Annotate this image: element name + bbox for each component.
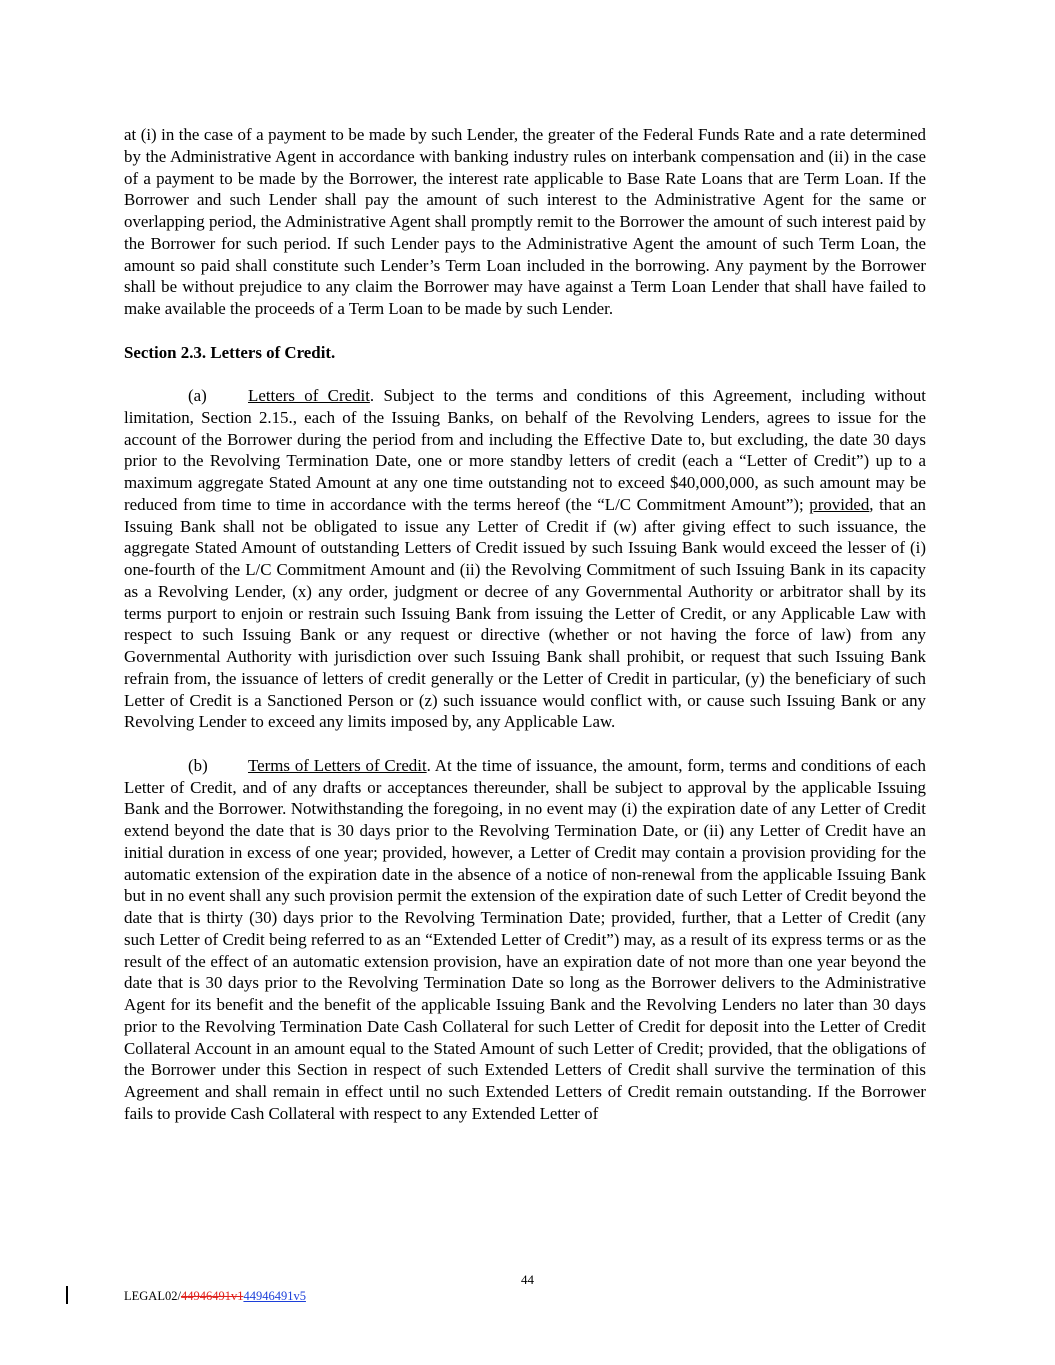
document-id-footer [124,1289,306,1304]
paragraph-b-text: . At the time of issuance, the amount, form, terms and conditions of each Letter of Credit, and of any drafts or acceptances thereunder, shall be subject to approval by the applicable Issuing Bank and the Borrower. Notwithstanding the foregoing, in no event may (i) the expiration date of any Letter of Credit extend beyond the date that is 30 days prior to the Revolving Termination Date, or (ii) any Letter of Credit have an initial duration in excess of one year; provided, however, a Letter of Credit may contain a provision providing for the automatic extension of the expiration date in the absence of a notice of non-renewal from the applicable Issuing Bank but in no event shall any such provision permit the extension of the expiration date of such Letter of Credit beyond the date that is thirty (30) days prior to the Revolving Termination Date; provided, further, that a Letter of Credit (any such Letter of Credit being referred to as an “Extended Letter of Credit”) may, as a result of its express terms or as the result of the effect of an automatic extension provision, have an expiration date of not more than one year beyond the date that is 30 days prior to the Revolving Termination Date so long as the Borrower delivers to the Administrative Agent for its benefit and the benefit of the applicable Issuing Bank and the Revolving Lenders no later than 30 days prior to the Revolving Termination Date Cash Collateral for such Letter of Credit for deposit into the Letter of Credit Collateral Account in an amount equal to the Stated Amount of such Letter of Credit; provided, that the obligations of the Borrower under this Section in respect of such Extended Letters of Credit shall survive the termination of this Agreement and shall remain in effect until no such Extended Letters of Credit remain outstanding. If the Borrower fails to provide Cash Collateral with respect to any Extended Letter of [124,755,926,1123]
paragraph-a-label: (a) [188,386,207,405]
page-number: 44 [521,1272,534,1287]
paragraph-a-text-1: . Subject to the terms and conditions of this Agreement, including without limitation, Section 2.15., each of the Issuing Banks, on behalf of the Revolving Lenders, agrees to issue for the account of the Borrower during the period from and including the Effective Date to, but excluding, the date 30 days prior to the Revolving Termination Date, one or more standby letters of credit (each a “Letter of Credit”) up to a maximum aggregate Stated Amount at any one time outstanding not to exceed $40,000,000, as such amount may be reduced from time to time in accordance with the terms hereof (the “L/C Commitment Amount”); [124,386,926,514]
inserted-document-id: 44946491v5 [243,1289,306,1303]
paragraph-b-title: Terms of Letters of Credit [248,755,427,775]
paragraph-a-title: Letters of Credit [248,386,370,405]
paragraph-a-provided: provided [809,494,870,514]
paragraph-b [124,755,926,1125]
section-heading: Section 2.3. Letters of Credit. [124,342,336,362]
document-body [124,124,926,1146]
revision-change-bar [66,1286,68,1304]
continued-paragraph: at (i) in the case of a payment to be made by such Lender, the greater of the Federal Funds Rate and a rate determined by the Administrative Agent in accordance with banking industry rules on interbank compensation and (ii) in the case of a payment to be made by the Borrower, the interest rate applicable to Base Rate Loans that are Term Loan. If the Borrower and such Lender shall pay the amount of such interest to the Administrative Agent for the same or overlapping period, the Administrative Agent shall promptly remit to the Borrower the amount of such interest paid by the Borrower for such period. If such Lender pays to the Administrative Agent the amount of such Term Loan, the amount so paid shall constitute such Lender’s Term Loan included in the borrowing. Any payment by the Borrower shall be without prejudice to any claim the Borrower may have against a Term Loan Lender that shall have failed to make available the proceeds of a Term Loan to be made by such Lender. [124,125,926,318]
paragraph-b-label: (b) [188,755,208,775]
paragraph-a-text-2: , that an Issuing Bank shall not be obligated to issue any Letter of Credit if (w) after giving effect to such issuance, the aggregate Stated Amount of outstanding Letters of Credit issued by such Issuing Bank would exceed the lesser of (i) one-fourth of the L/C Commitment Amount and (ii) the Revolving Commitment of such Issuing Bank in its capacity as a Revolving Lender, (x) any order, judgment or decree of any Governmental Authority or arbitrator shall by its terms purport to enjoin or restrain such Issuing Bank from issuing the Letter of Credit, or any Applicable Law with respect to such Issuing Bank or any request or directive (whether or not having the force of law) from any Governmental Authority with jurisdiction over such Issuing Bank shall prohibit, or request that such Issuing Bank refrain from, the issuance of letters of credit generally or the Letter of Credit in particular, (y) the beneficiary of such Letter of Credit is a Sanctioned Person or (z) such issuance would conflict with, or cause such Issuing Bank or any Revolving Lender to exceed any limits imposed by, any Applicable Law. [124,494,926,732]
deleted-document-id: 44946491v1 [180,1289,244,1303]
paragraph-a [124,385,926,733]
document-id-prefix: LEGAL02/ [124,1289,181,1303]
